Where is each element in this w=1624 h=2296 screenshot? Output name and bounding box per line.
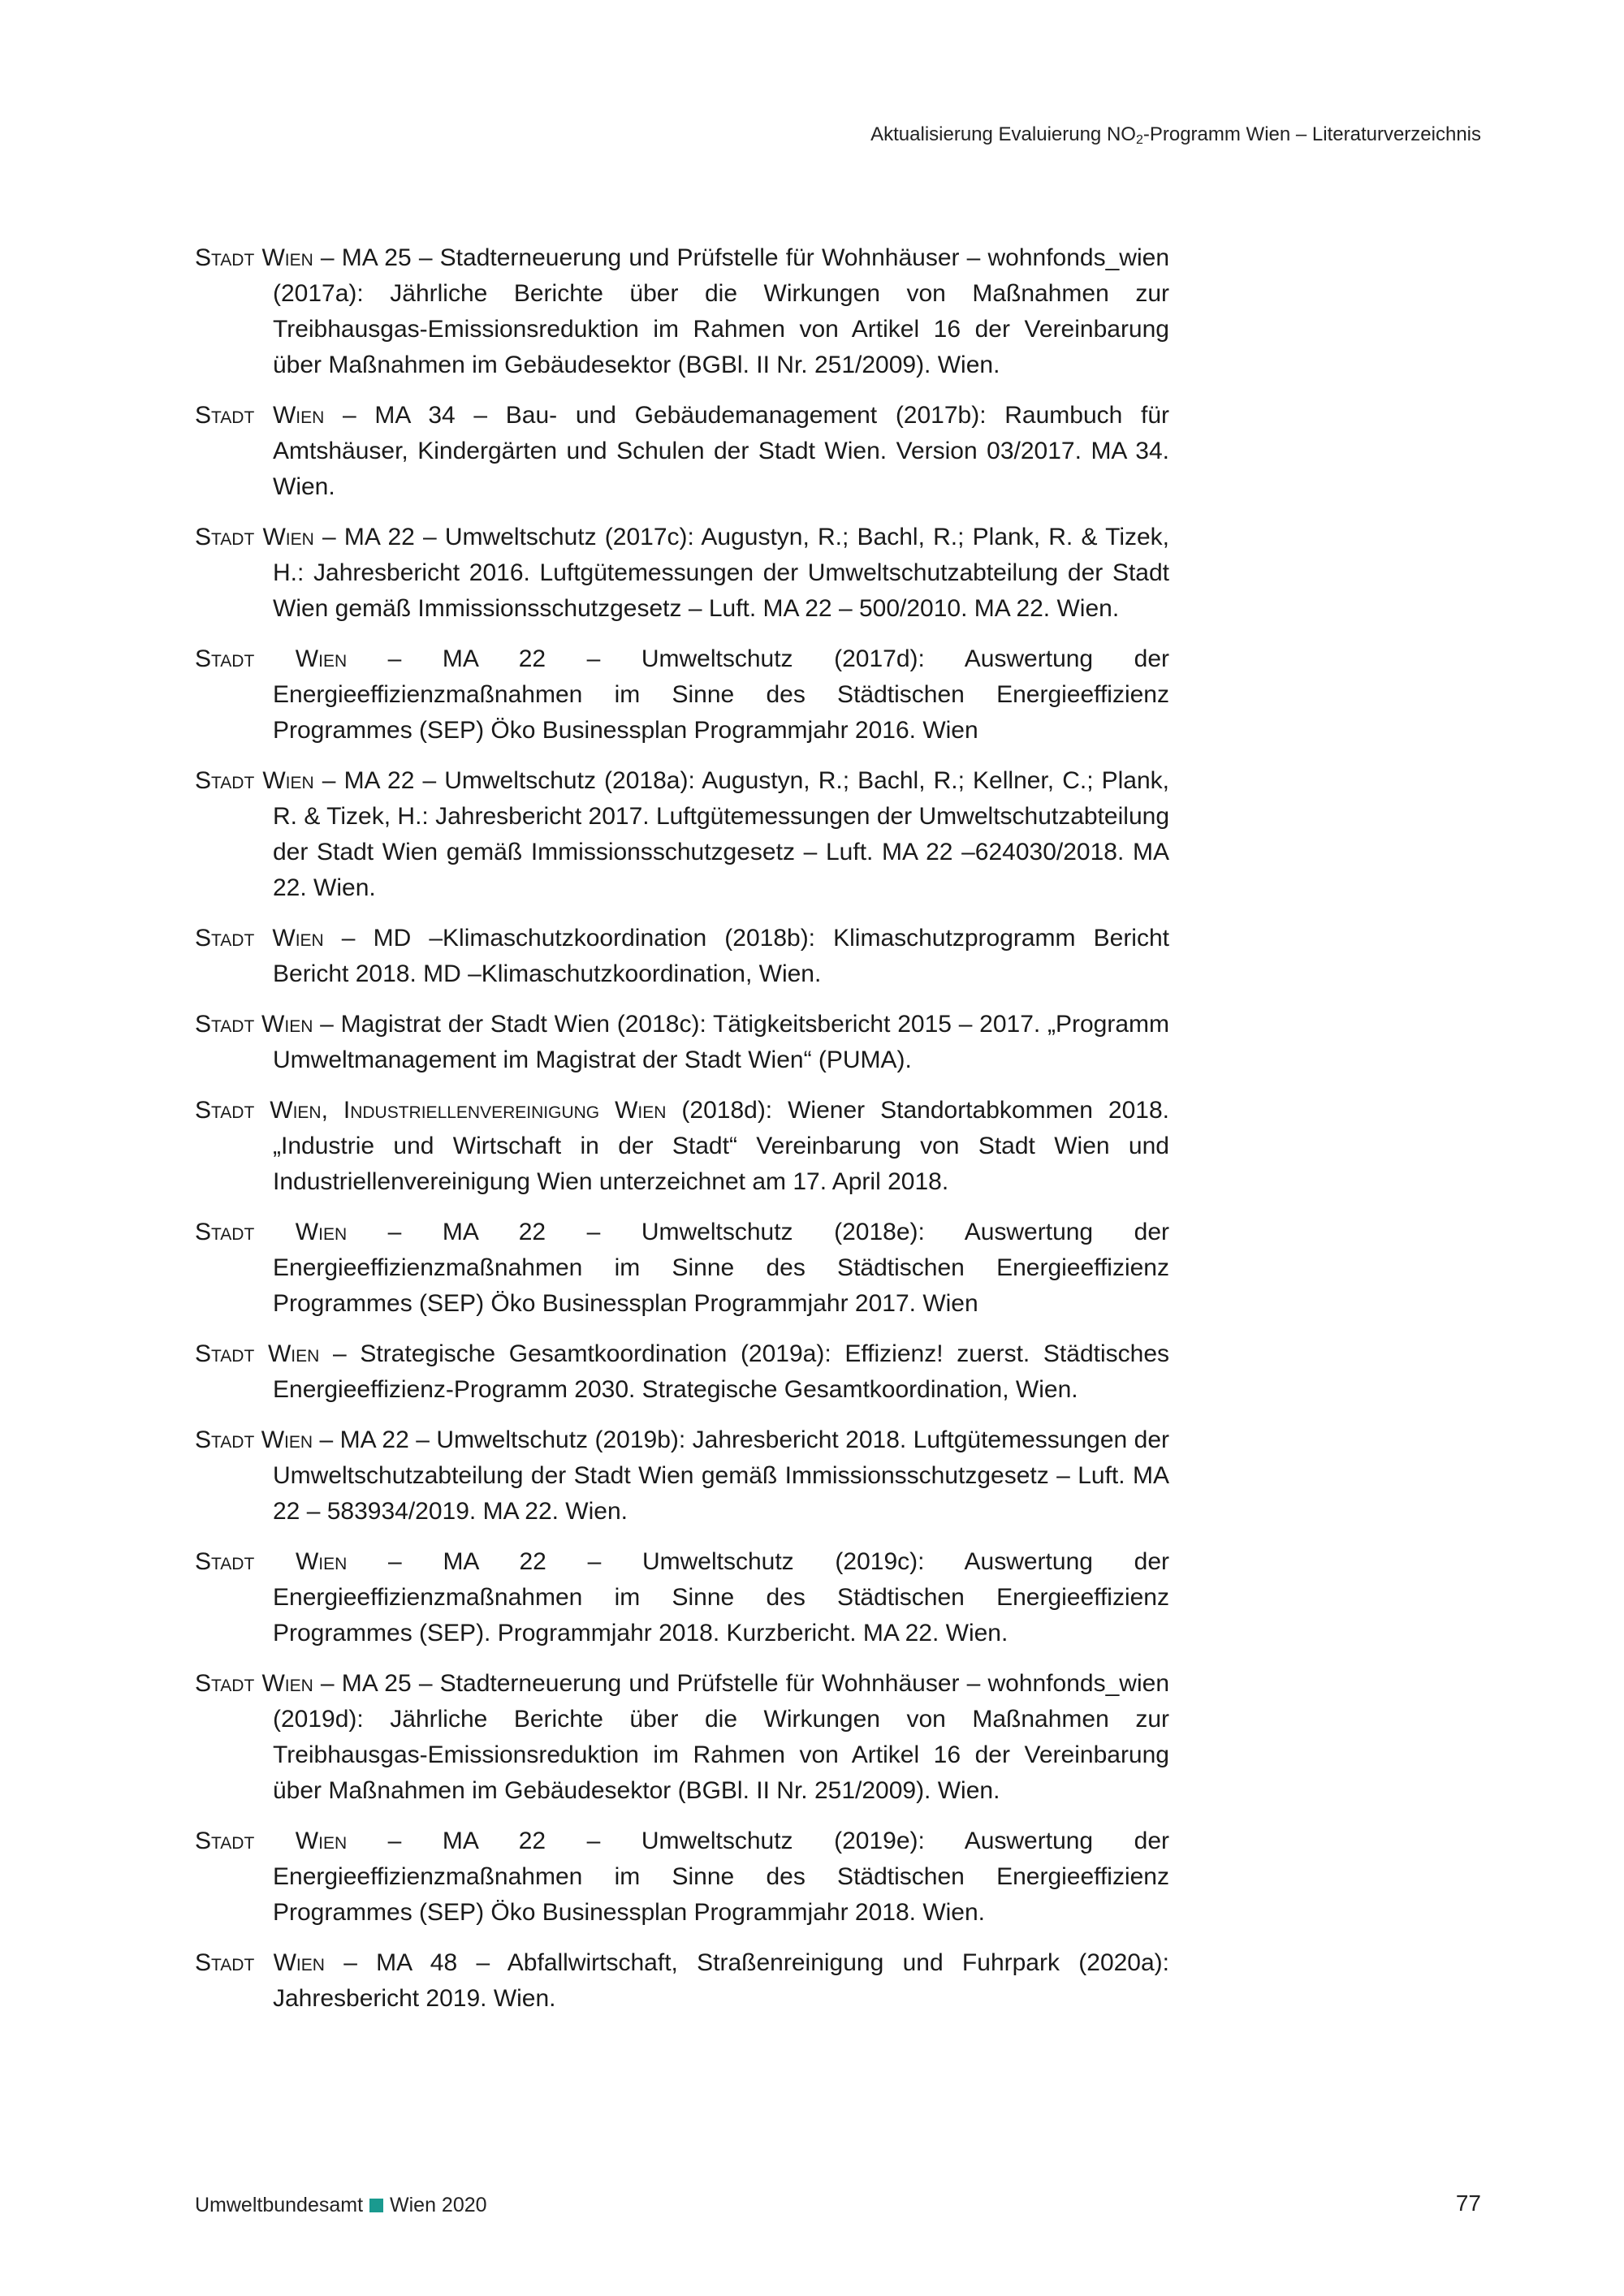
- reference-entry: [195, 1544, 1169, 1651]
- reference-author: Stadt Wien: [195, 925, 324, 952]
- reference-author: Stadt Wien: [195, 1340, 320, 1367]
- reference-entry: [195, 240, 1169, 383]
- reference-text: – MA 22 – Umweltschutz (2017d): Auswertung der Energieeffizienzmaßnahmen im Sinne des Städtischen Energieeffizienz Programmes (SEP) Öko Businessplan Programmjahr 2016. Wien: [273, 645, 1170, 744]
- reference-author: Stadt Wien: [195, 1219, 348, 1245]
- header-subscript: 2: [1135, 133, 1143, 147]
- reference-text: (2018d): Wiener Standortabkommen 2018. „Industrie und Wirtschaft in der Stadt“ Vereinbarung von Stadt Wien und Industriellenvereinigung Wien unterzeichnet am 17. April 2018.: [273, 1097, 1169, 1195]
- publisher-name: Umweltbundesamt: [195, 2194, 364, 2216]
- reference-entry: [195, 398, 1169, 505]
- reference-entry: [195, 520, 1169, 627]
- reference-list: [195, 240, 1169, 2031]
- reference-text: – MA 22 – Umweltschutz (2019c): Auswertung der Energieeffizienzmaßnahmen im Sinne des Städtischen Energieeffizienz Programmes (SEP). Programmjahr 2018. Kurzbericht. MA 22. Wien.: [273, 1548, 1170, 1646]
- teal-square-icon: [369, 2199, 383, 2212]
- reference-entry: [195, 1336, 1169, 1408]
- reference-text: – Magistrat der Stadt Wien (2018c): Tätigkeitsbericht 2015 – 2017. „Programm Umweltmanagement im Magistrat der Stadt Wien“ (PUMA).: [273, 1011, 1169, 1073]
- reference-author: Stadt Wien, Industriellenvereinigung Wien: [195, 1097, 667, 1124]
- reference-author: Stadt Wien: [195, 767, 314, 794]
- reference-text: – MA 25 – Stadterneuerung und Prüfstelle für Wohnhäuser – wohnfonds_wien (2017a): Jährliche Berichte über die Wirkungen von Maßnahmen zur Treibhausgas-Emissionsreduktion im Rahmen von Artikel 16 der Vereinbarung über Maßnahmen im Gebäudesektor (BGBl. II Nr. 251/2009). Wien.: [273, 244, 1169, 378]
- publication-place-year: Wien 2020: [390, 2194, 487, 2216]
- reference-entry: [195, 641, 1169, 749]
- reference-entry: [195, 921, 1169, 992]
- reference-text: – MA 22 – Umweltschutz (2018e): Auswertung der Energieeffizienzmaßnahmen im Sinne des Städtischen Energieeffizienz Programmes (SEP) Öko Businessplan Programmjahr 2017. Wien: [273, 1219, 1170, 1317]
- reference-author: Stadt Wien: [195, 1011, 313, 1038]
- reference-author: Stadt Wien: [195, 1426, 313, 1453]
- reference-text: – MA 22 – Umweltschutz (2018a): Augustyn, R.; Bachl, R.; Kellner, C.; Plank, R. & Tizek, H.: Jahresbericht 2017. Luftgütemessungen der Umweltschutzabteilung der Stadt Wien gemäß Immissionsschutzgesetz – Luft. MA 22 –624030/2018. MA 22. Wien.: [273, 767, 1169, 901]
- reference-entry: [195, 1666, 1169, 1809]
- reference-author: Stadt Wien: [195, 1949, 325, 1976]
- running-header: [870, 123, 1481, 148]
- reference-text: – MA 48 – Abfallwirtschaft, Straßenreinigung und Fuhrpark (2020a): Jahresbericht 2019. Wien.: [273, 1949, 1170, 2012]
- reference-text: – MA 25 – Stadterneuerung und Prüfstelle für Wohnhäuser – wohnfonds_wien (2019d): Jährliche Berichte über die Wirkungen von Maßnahmen zur Treibhausgas-Emissionsreduktion im Rahmen von Artikel 16 der Vereinbarung über Maßnahmen im Gebäudesektor (BGBl. II Nr. 251/2009). Wien.: [273, 1670, 1169, 1804]
- reference-author: Stadt Wien: [195, 1670, 313, 1697]
- reference-entry: [195, 763, 1169, 906]
- header-text-prefix: Aktualisierung Evaluierung NO: [870, 123, 1136, 145]
- reference-author: Stadt Wien: [195, 645, 348, 672]
- reference-text: – MA 22 – Umweltschutz (2017c): Augustyn, R.; Bachl, R.; Plank, R. & Tizek, H.: Jahresbericht 2016. Luftgütemessungen der Umweltschutzabteilung der Stadt Wien gemäß Immissionsschutzgesetz – Luft. MA 22 – 500/2010. MA 22. Wien.: [273, 524, 1170, 622]
- reference-author: Stadt Wien: [195, 524, 314, 550]
- reference-author: Stadt Wien: [195, 1828, 348, 1854]
- reference-entry: [195, 1945, 1169, 2017]
- reference-entry: [195, 1007, 1169, 1078]
- reference-author: Stadt Wien: [195, 402, 325, 429]
- reference-author: Stadt Wien: [195, 1548, 348, 1575]
- reference-text: – MA 34 – Bau- und Gebäudemanagement (2017b): Raumbuch für Amtshäuser, Kindergärten und Schulen der Stadt Wien. Version 03/2017. MA 34. Wien.: [273, 402, 1170, 500]
- reference-author: Stadt Wien: [195, 244, 313, 271]
- footer-publisher: [195, 2194, 487, 2217]
- reference-text: – Strategische Gesamtkoordination (2019a): Effizienz! zuerst. Städtisches Energieeffizienz-Programm 2030. Strategische Gesamtkoordination, Wien.: [273, 1340, 1170, 1403]
- reference-text: – MA 22 – Umweltschutz (2019b): Jahresbericht 2018. Luftgütemessungen der Umweltschutzabteilung der Stadt Wien gemäß Immissionsschutzgesetz – Luft. MA 22 – 583934/2019. MA 22. Wien.: [273, 1426, 1169, 1525]
- page-number: 77: [1455, 2190, 1481, 2216]
- reference-text: – MA 22 – Umweltschutz (2019e): Auswertung der Energieeffizienzmaßnahmen im Sinne des Städtischen Energieeffizienz Programmes (SEP) Öko Businessplan Programmjahr 2018. Wien.: [273, 1828, 1170, 1926]
- header-text-suffix: -Programm Wien – Literaturverzeichnis: [1142, 123, 1481, 145]
- reference-text: – MD –Klimaschutzkoordination (2018b): Klimaschutzprogramm Bericht Bericht 2018. MD –Klimaschutzkoordination, Wien.: [273, 925, 1169, 987]
- reference-entry: [195, 1215, 1169, 1322]
- reference-entry: [195, 1093, 1169, 1200]
- reference-entry: [195, 1823, 1169, 1931]
- reference-entry: [195, 1422, 1169, 1530]
